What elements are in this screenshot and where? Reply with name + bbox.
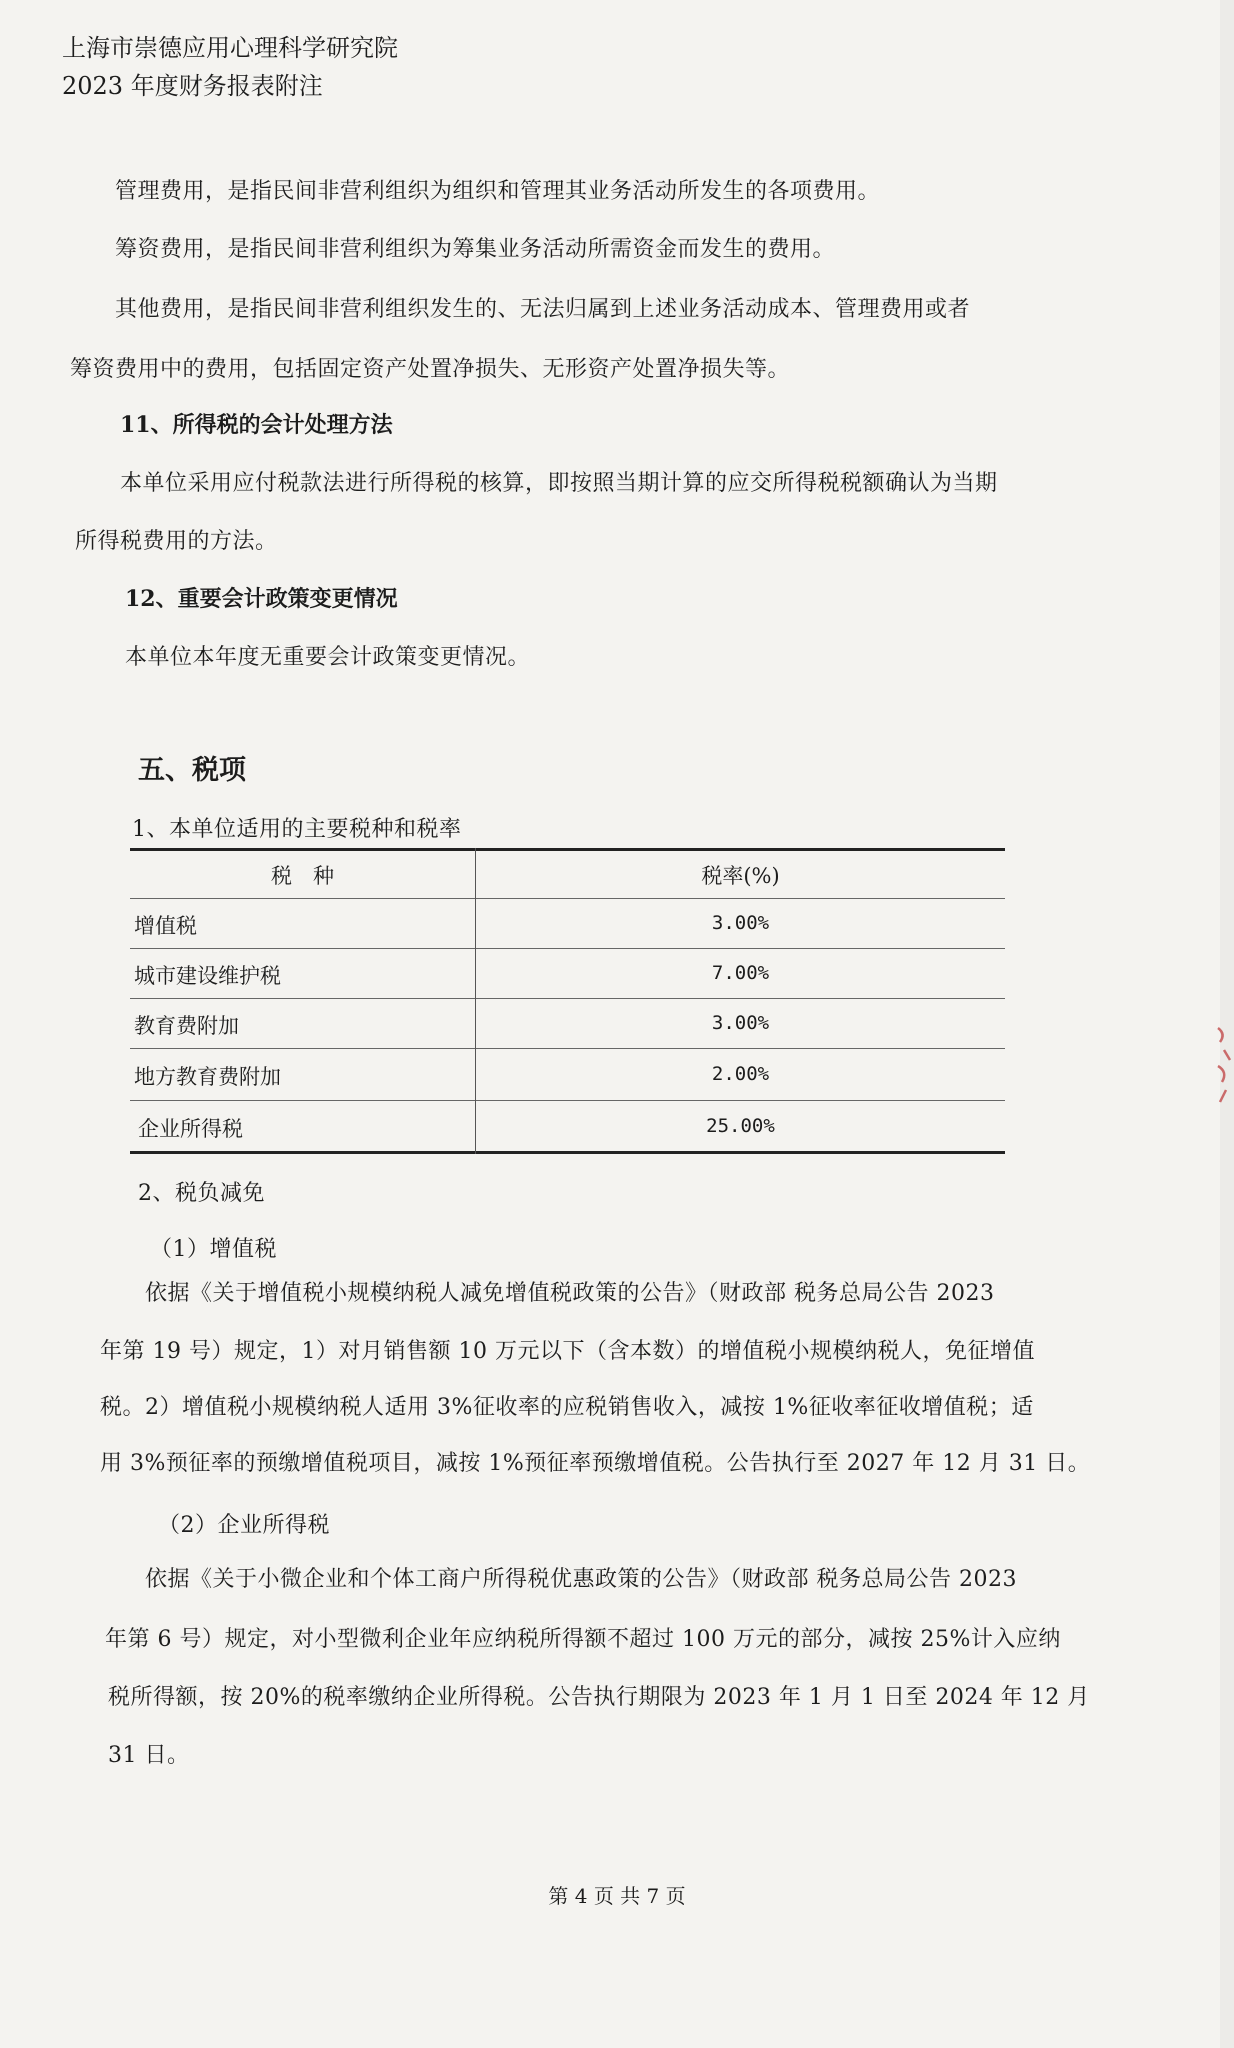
org-name: 上海市崇德应用心理科学研究院 (62, 34, 398, 62)
table-row-name: 地方教育费附加 (134, 1065, 281, 1089)
table-row-name: 教育费附加 (134, 1014, 239, 1038)
table-row-rule (130, 948, 1005, 949)
vat-line3: 税。2）增值税小规模纳税人适用 3%征收率的应税销售收入，减按 1%征收率征收增值税；适 (100, 1395, 1034, 1420)
col-header-tax-rate: 税率(%) (701, 864, 780, 888)
cit-heading: （2）企业所得税 (158, 1513, 330, 1538)
table-column-divider (475, 848, 476, 1154)
vat-line1: 依据《关于增值税小规模纳税人减免增值税政策的公告》（财政部 税务总局公告 2023 (145, 1281, 995, 1306)
table-row-rate: 2.00% (711, 1063, 770, 1085)
table-row-rule (130, 998, 1005, 999)
cit-line4: 31 日。 (108, 1743, 190, 1768)
table-row-rule (130, 898, 1005, 899)
cit-line1: 依据《关于小微企业和个体工商户所得税优惠政策的公告》（财政部 税务总局公告 2023 (145, 1567, 1017, 1592)
table-row-rate: 3.00% (711, 1012, 770, 1034)
table-row-rule (130, 1048, 1005, 1049)
financing-fee-definition: 筹资费用，是指民间非营利组织为筹集业务活动所需资金而发生的费用。 (115, 237, 836, 262)
cit-line2: 年第 6 号）规定，对小型微利企业年应纳税所得额不超过 100 万元的部分，减按 25%计入应纳 (105, 1627, 1061, 1652)
table-bottom-rule (130, 1151, 1005, 1154)
table-row-name: 增值税 (134, 914, 197, 938)
item11-line2: 所得税费用的方法。 (75, 529, 278, 554)
other-fee-definition-line2: 筹资费用中的费用，包括固定资产处置净损失、无形资产处置净损失等。 (70, 357, 791, 382)
item12-line1: 本单位本年度无重要会计政策变更情况。 (125, 645, 531, 670)
vat-line2: 年第 19 号）规定，1）对月销售额 10 万元以下（含本数）的增值税小规模纳税人，免征增值 (100, 1339, 1035, 1364)
table-row-rate: 3.00% (711, 912, 770, 934)
tax-subsection-1: 1、本单位适用的主要税种和税率 (132, 817, 462, 842)
tax-subsection-2: 2、税负减免 (138, 1181, 265, 1206)
table-row-name: 城市建设维护税 (134, 964, 281, 988)
vat-heading: （1）增值税 (150, 1237, 277, 1262)
table-row-name: 企业所得税 (138, 1117, 243, 1141)
seal-fragment-icon (1214, 1020, 1234, 1110)
other-fee-definition-line1: 其他费用，是指民间非营利组织发生的、无法归属到上述业务活动成本、管理费用或者 (115, 297, 971, 322)
table-top-rule (130, 848, 1005, 851)
table-row-rate: 25.00% (706, 1115, 775, 1137)
table-row-rate: 7.00% (711, 962, 770, 984)
col-header-tax-name: 税 种 (271, 864, 334, 888)
item11-heading: 11、所得税的会计处理方法 (120, 412, 393, 438)
management-fee-definition: 管理费用，是指民间非营利组织为组织和管理其业务活动所发生的各项费用。 (115, 179, 881, 204)
cit-line3: 税所得额，按 20%的税率缴纳企业所得税。公告执行期限为 2023 年 1 月 1 日至 2024 年 12 月 (108, 1685, 1090, 1710)
tax-rate-table (130, 848, 1005, 1154)
item12-heading: 12、重要会计政策变更情况 (125, 586, 398, 612)
tax-section-title: 五、税项 (138, 755, 246, 786)
doc-title: 2023 年度财务报表附注 (62, 72, 323, 100)
vat-line4: 用 3%预征率的预缴增值税项目，减按 1%预征率预缴增值税。公告执行至 2027 年 12 月 31 日。 (100, 1451, 1091, 1476)
page-number: 第 4 页 共 7 页 (548, 1884, 686, 1908)
item11-line1: 本单位采用应付税款法进行所得税的核算，即按照当期计算的应交所得税税额确认为当期 (120, 471, 998, 496)
table-row-rule (130, 1100, 1005, 1101)
